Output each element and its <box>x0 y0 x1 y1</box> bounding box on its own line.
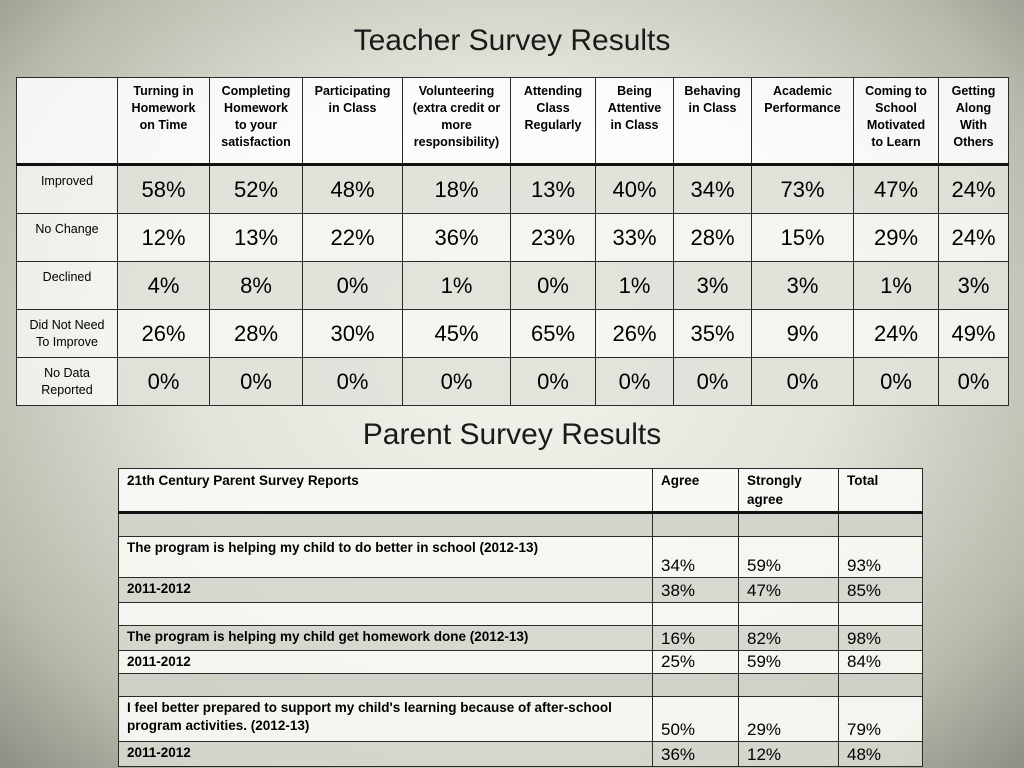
teacher-column-header-line: Academic <box>772 84 833 98</box>
teacher-row-label-line: To Improve <box>36 335 98 349</box>
parent-agree-value: 36% <box>653 742 739 767</box>
parent-strongly-agree-value: 59% <box>739 651 839 674</box>
parent-table-row <box>119 513 923 537</box>
teacher-column-header-line: Motivated <box>866 118 926 132</box>
parent-total-value <box>839 603 923 626</box>
parent-survey-table <box>118 468 923 767</box>
teacher-value-cell: 0% <box>118 358 210 406</box>
parent-row-label <box>119 674 653 697</box>
teacher-column-header <box>210 78 303 165</box>
parent-agree-value: 38% <box>653 578 739 603</box>
parent-total-value: 93% <box>839 537 923 578</box>
teacher-row-label <box>17 310 118 358</box>
teacher-value-cell: 4% <box>118 262 210 310</box>
parent-table-row <box>119 674 923 697</box>
teacher-row-label <box>17 214 118 262</box>
teacher-value-cell: 9% <box>752 310 854 358</box>
parent-header-row <box>119 469 923 513</box>
parent-survey-title: Parent Survey Results <box>362 418 662 451</box>
parent-row-label: 2011-2012 <box>119 742 653 767</box>
teacher-survey-table <box>16 77 1009 406</box>
parent-total-value: 48% <box>839 742 923 767</box>
teacher-column-header-line: (extra credit or <box>412 101 501 115</box>
teacher-row-label <box>17 358 118 406</box>
parent-row-label: The program is helping my child get homework done (2012-13) <box>119 626 653 651</box>
parent-table-row <box>119 603 923 626</box>
teacher-value-cell: 40% <box>596 165 674 214</box>
parent-table-row <box>119 537 923 578</box>
teacher-corner-cell <box>17 78 118 165</box>
parent-total-value: 85% <box>839 578 923 603</box>
teacher-row-label-line: No Data <box>44 366 90 380</box>
teacher-value-cell: 8% <box>210 262 303 310</box>
parent-strongly-agree-value: 29% <box>739 697 839 742</box>
teacher-column-header <box>511 78 596 165</box>
teacher-column-header <box>118 78 210 165</box>
parent-row-label: 2011-2012 <box>119 578 653 603</box>
parent-table-row <box>119 578 923 603</box>
teacher-value-cell: 35% <box>674 310 752 358</box>
teacher-column-header-line: Homework <box>131 101 196 115</box>
teacher-row-label-line: Did Not Need <box>29 318 105 332</box>
teacher-value-cell: 73% <box>752 165 854 214</box>
teacher-column-header-line: Others <box>953 135 994 149</box>
teacher-value-cell: 28% <box>210 310 303 358</box>
teacher-column-header-line: Attentive <box>607 101 662 115</box>
teacher-column-header-line: responsibility) <box>413 135 500 149</box>
teacher-value-cell: 24% <box>939 214 1009 262</box>
parent-agree-value <box>653 603 739 626</box>
teacher-column-header-line: Being <box>617 84 652 98</box>
teacher-column-header-line: Performance <box>764 101 841 115</box>
teacher-value-cell: 23% <box>511 214 596 262</box>
parent-total-value: 79% <box>839 697 923 742</box>
parent-row-label <box>119 603 653 626</box>
parent-row-label: I feel better prepared to support my child's learning because of after-school program activities. (2012-13) <box>119 697 653 742</box>
parent-row-label <box>119 513 653 537</box>
teacher-column-header <box>674 78 752 165</box>
teacher-value-cell: 13% <box>511 165 596 214</box>
parent-agree-value: 50% <box>653 697 739 742</box>
teacher-column-header <box>596 78 674 165</box>
teacher-column-header-line: With <box>960 118 987 132</box>
teacher-value-cell: 3% <box>674 262 752 310</box>
parent-header-strongly-agree <box>739 469 839 513</box>
teacher-column-header-line: Along <box>955 101 992 115</box>
teacher-value-cell: 33% <box>596 214 674 262</box>
teacher-column-header-line: Participating <box>314 84 391 98</box>
teacher-table-body <box>17 165 1009 406</box>
teacher-value-cell: 0% <box>511 262 596 310</box>
parent-total-value <box>839 674 923 697</box>
teacher-value-cell: 0% <box>303 262 403 310</box>
parent-strongly-agree-value <box>739 513 839 537</box>
teacher-value-cell: 28% <box>674 214 752 262</box>
teacher-column-header <box>303 78 403 165</box>
teacher-header-row <box>17 78 1009 165</box>
teacher-value-cell: 13% <box>210 214 303 262</box>
teacher-value-cell: 0% <box>596 358 674 406</box>
parent-agree-value: 25% <box>653 651 739 674</box>
teacher-value-cell: 1% <box>403 262 511 310</box>
teacher-column-header-line: in Class <box>328 101 377 115</box>
teacher-value-cell: 34% <box>674 165 752 214</box>
teacher-column-header-line: Coming to <box>865 84 927 98</box>
teacher-value-cell: 52% <box>210 165 303 214</box>
parent-strongly-agree-value <box>739 674 839 697</box>
parent-table-row <box>119 742 923 767</box>
teacher-table-row <box>17 358 1009 406</box>
teacher-value-cell: 48% <box>303 165 403 214</box>
teacher-row-label <box>17 165 118 214</box>
parent-agree-value: 16% <box>653 626 739 651</box>
teacher-value-cell: 0% <box>303 358 403 406</box>
teacher-value-cell: 0% <box>752 358 854 406</box>
teacher-value-cell: 0% <box>210 358 303 406</box>
teacher-value-cell: 1% <box>596 262 674 310</box>
teacher-value-cell: 36% <box>403 214 511 262</box>
parent-header-strongly-line-1: Strongly <box>747 473 802 488</box>
teacher-value-cell: 45% <box>403 310 511 358</box>
teacher-column-header-line: Turning in <box>133 84 194 98</box>
parent-strongly-agree-value <box>739 603 839 626</box>
teacher-column-header-line: Behaving <box>684 84 741 98</box>
teacher-column-header-line: Class <box>536 101 570 115</box>
teacher-column-header-line: on Time <box>139 118 188 132</box>
teacher-column-header-line: to Learn <box>871 135 921 149</box>
teacher-column-header-line: Volunteering <box>418 84 495 98</box>
teacher-table-row <box>17 262 1009 310</box>
teacher-column-header <box>854 78 939 165</box>
teacher-column-header-line: Regularly <box>524 118 582 132</box>
teacher-column-header-line: Homework <box>224 101 288 115</box>
parent-agree-value <box>653 513 739 537</box>
teacher-column-header-line: in Class <box>688 101 737 115</box>
teacher-value-cell: 22% <box>303 214 403 262</box>
parent-strongly-agree-value: 12% <box>739 742 839 767</box>
teacher-row-label-line: Improved <box>40 174 94 188</box>
parent-strongly-agree-value: 59% <box>739 537 839 578</box>
teacher-value-cell: 26% <box>118 310 210 358</box>
teacher-value-cell: 0% <box>403 358 511 406</box>
teacher-column-header-line: more <box>441 118 472 132</box>
teacher-table-row <box>17 214 1009 262</box>
teacher-column-header <box>403 78 511 165</box>
teacher-survey-title: Teacher Survey Results <box>353 24 671 57</box>
teacher-value-cell: 18% <box>403 165 511 214</box>
teacher-column-header-line: Completing <box>221 84 291 98</box>
teacher-column-header-line: satisfaction <box>221 135 291 149</box>
teacher-value-cell: 0% <box>854 358 939 406</box>
parent-table-row <box>119 626 923 651</box>
teacher-value-cell: 49% <box>939 310 1009 358</box>
parent-header-agree: Agree <box>653 469 739 513</box>
parent-total-value: 84% <box>839 651 923 674</box>
teacher-value-cell: 1% <box>854 262 939 310</box>
teacher-value-cell: 3% <box>752 262 854 310</box>
parent-row-label: 2011-2012 <box>119 651 653 674</box>
teacher-value-cell: 47% <box>854 165 939 214</box>
teacher-row-label-line: Declined <box>42 270 92 284</box>
teacher-value-cell: 29% <box>854 214 939 262</box>
teacher-column-header-line: School <box>875 101 917 115</box>
parent-total-value <box>839 513 923 537</box>
parent-header-strongly-line-2: agree <box>747 492 784 507</box>
teacher-row-label <box>17 262 118 310</box>
teacher-value-cell: 24% <box>939 165 1009 214</box>
teacher-row-label-line: Reported <box>41 383 93 397</box>
teacher-value-cell: 65% <box>511 310 596 358</box>
teacher-column-header-line: in Class <box>610 118 659 132</box>
teacher-column-header-line: Getting <box>951 84 996 98</box>
parent-table-row <box>119 697 923 742</box>
teacher-value-cell: 3% <box>939 262 1009 310</box>
teacher-value-cell: 12% <box>118 214 210 262</box>
teacher-value-cell: 0% <box>511 358 596 406</box>
parent-table-body <box>119 513 923 767</box>
parent-row-label: The program is helping my child to do better in school (2012-13) <box>119 537 653 578</box>
teacher-value-cell: 0% <box>939 358 1009 406</box>
parent-header-report: 21th Century Parent Survey Reports <box>119 469 653 513</box>
parent-agree-value <box>653 674 739 697</box>
parent-agree-value: 34% <box>653 537 739 578</box>
teacher-value-cell: 30% <box>303 310 403 358</box>
teacher-row-label-line: No Change <box>35 222 99 236</box>
teacher-column-header <box>752 78 854 165</box>
teacher-value-cell: 58% <box>118 165 210 214</box>
teacher-value-cell: 26% <box>596 310 674 358</box>
teacher-table-row <box>17 310 1009 358</box>
teacher-table-row <box>17 165 1009 214</box>
teacher-value-cell: 15% <box>752 214 854 262</box>
parent-header-total: Total <box>839 469 923 513</box>
parent-strongly-agree-value: 47% <box>739 578 839 603</box>
teacher-column-header <box>939 78 1009 165</box>
teacher-column-header-line: Attending <box>523 84 583 98</box>
teacher-value-cell: 24% <box>854 310 939 358</box>
teacher-value-cell: 0% <box>674 358 752 406</box>
parent-strongly-agree-value: 82% <box>739 626 839 651</box>
parent-total-value: 98% <box>839 626 923 651</box>
teacher-column-header-line: to your <box>234 118 278 132</box>
parent-table-row <box>119 651 923 674</box>
